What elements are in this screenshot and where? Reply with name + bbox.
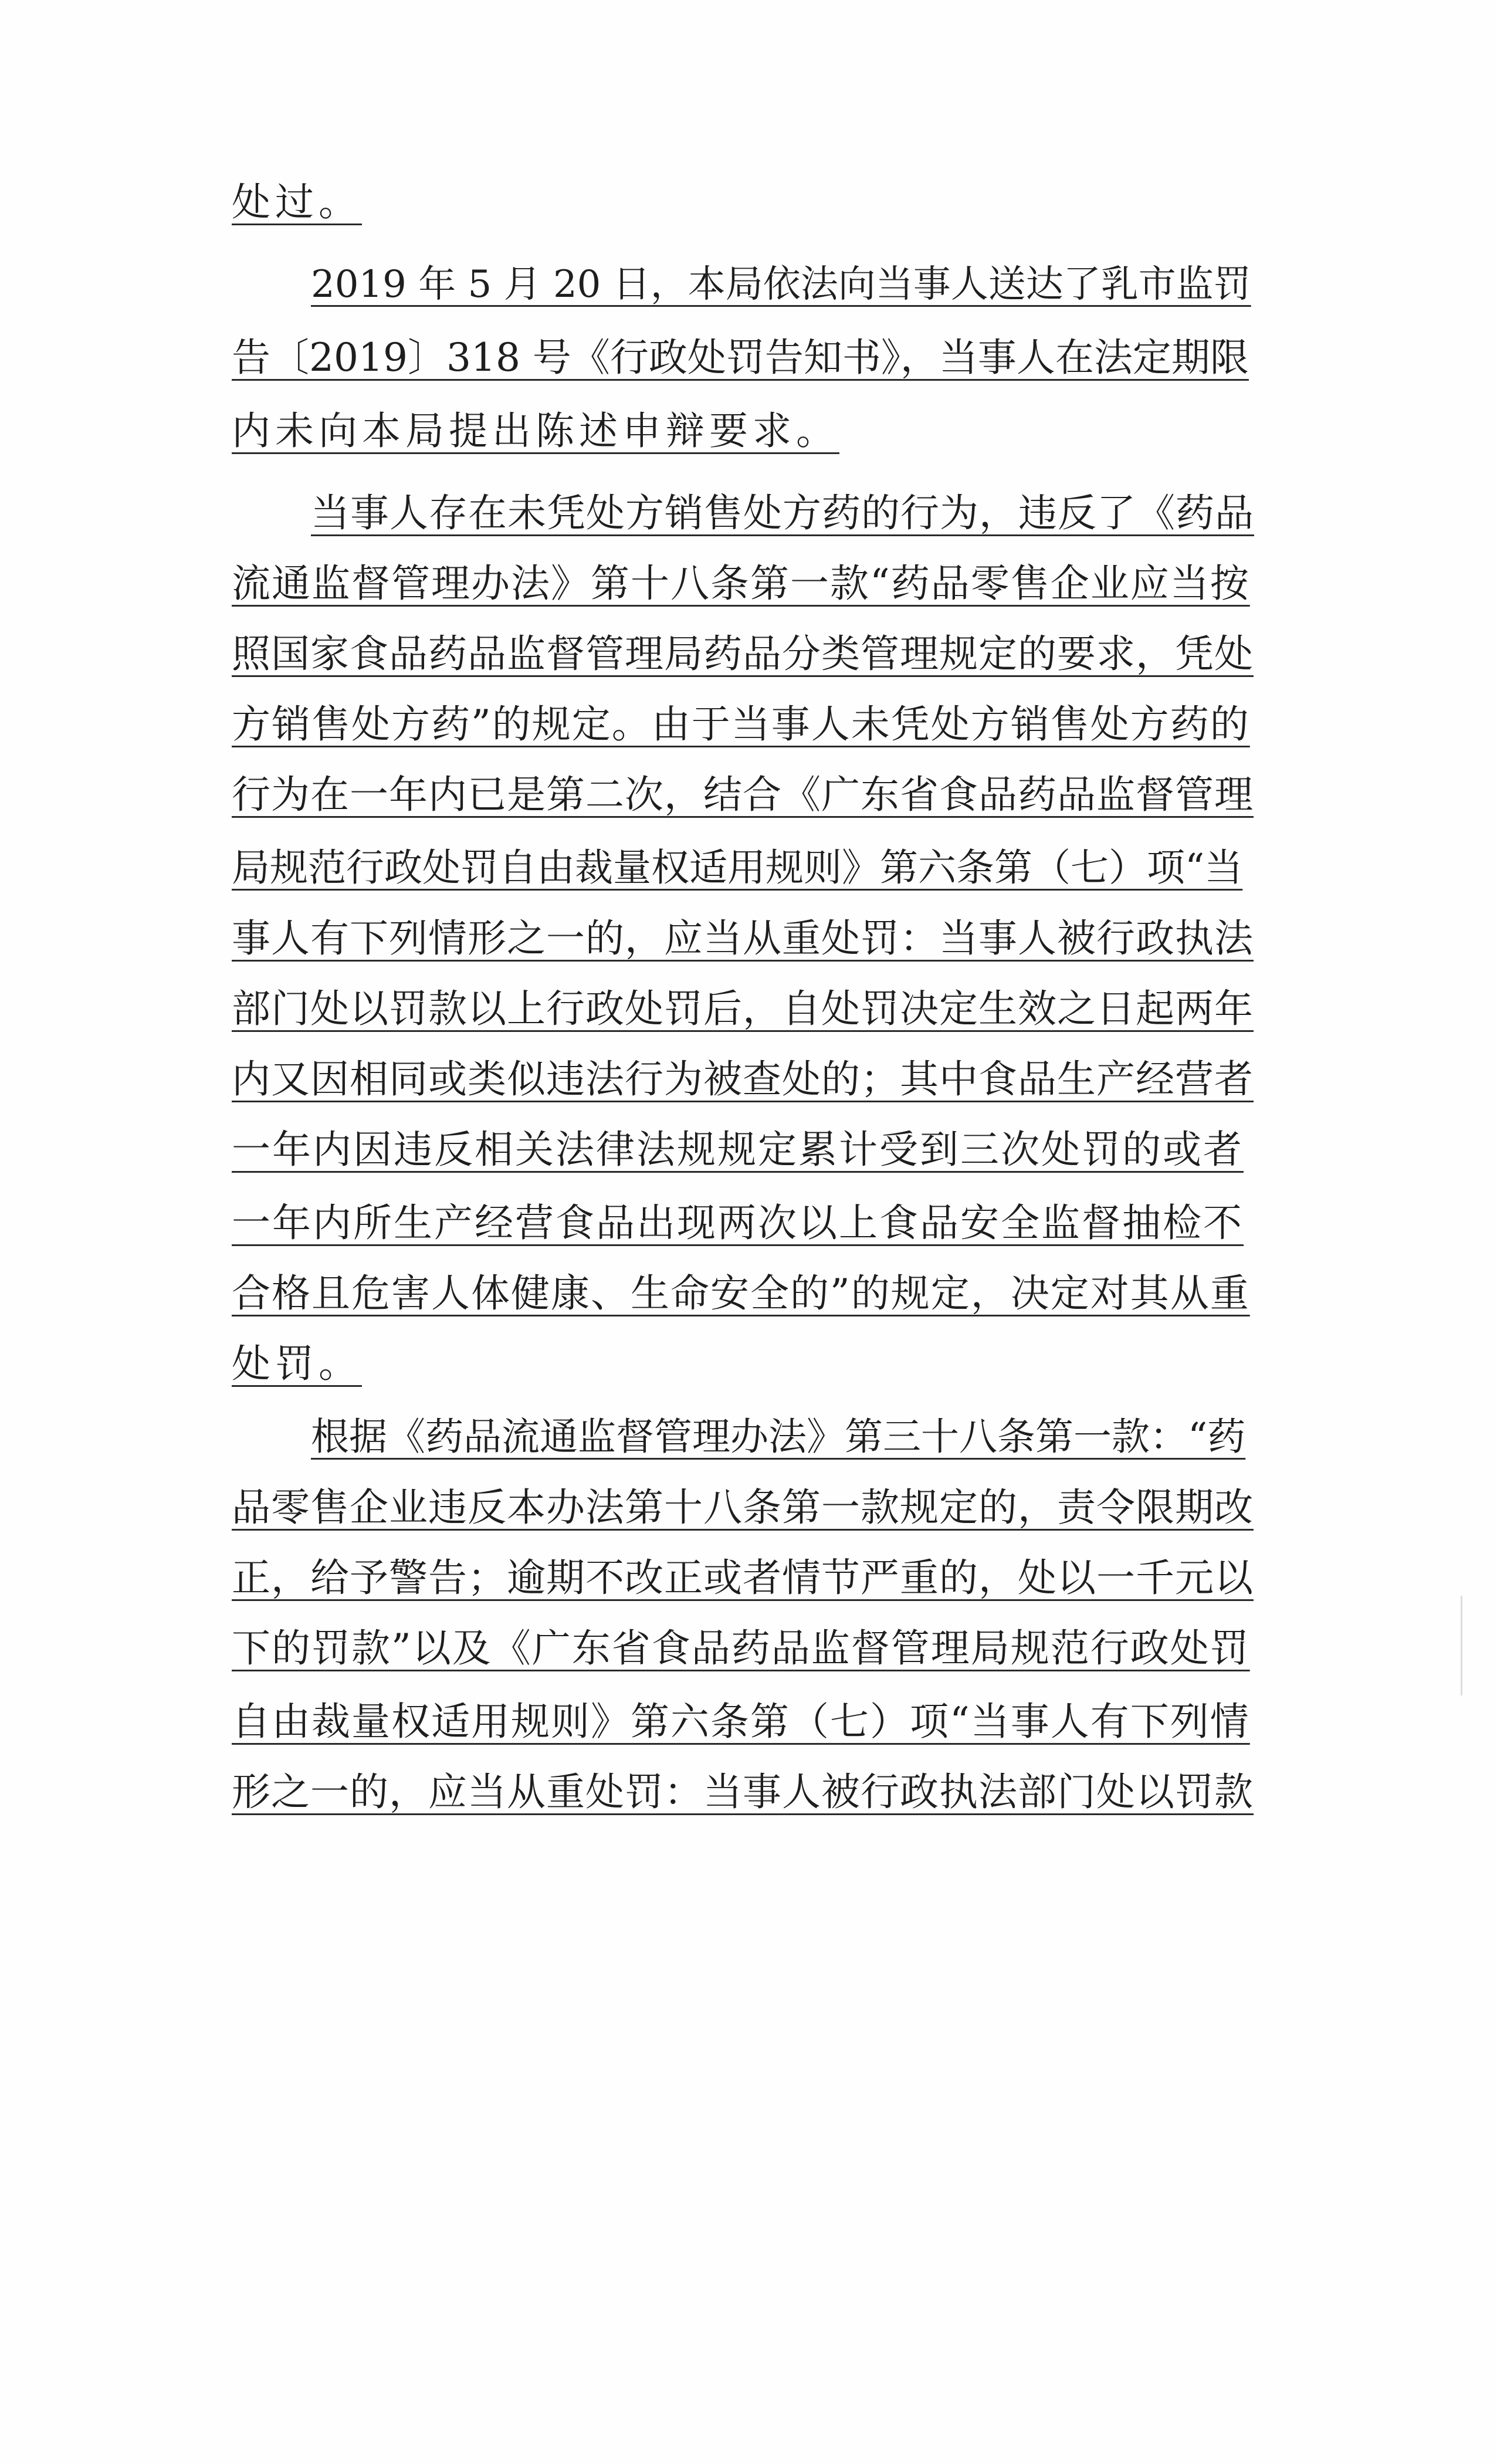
text-line-5: 当事人存在未凭处方销售处方药的行为，违反了《药品 (311, 490, 1254, 536)
text-line-21: 下的罚款”以及《广东省食品药品监督管理局规范行政处罚 (232, 1626, 1250, 1671)
text-line-14: 一年内因违反相关法律法规规定累计受到三次处罚的或者 (232, 1127, 1244, 1172)
text-line-3: 告〔2019〕318 号《行政处罚告知书》，当事人在法定期限 (232, 335, 1249, 380)
text-line-11: 事人有下列情形之一的，应当从重处罚：当事人被行政执法 (232, 916, 1254, 961)
text-line-23: 形之一的，应当从重处罚：当事人被行政执法部门处以罚款 (232, 1769, 1254, 1815)
text-line-15: 一年内所生产经营食品出现两次以上食品安全监督抽检不 (232, 1200, 1244, 1245)
text-line-2: 2019 年 5 月 20 日，本局依法向当事人送达了乳市监罚 (311, 263, 1251, 306)
text-line-9: 行为在一年内已是第二次，结合《广东省食品药品监督管理 (232, 772, 1254, 817)
text-line-4: 内未向本局提出陈述申辩要求。 (232, 408, 839, 453)
scan-artifact-mark (1461, 1596, 1462, 1695)
text-line-8: 方销售处方药”的规定。由于当事人未凭处方销售处方药的 (232, 702, 1250, 747)
text-line-22: 自由裁量权适用规则》第六条第（七）项“当事人有下列情 (232, 1699, 1250, 1744)
text-line-12: 部门处以罚款以上行政处罚后，自处罚决定生效之日起两年 (232, 986, 1254, 1031)
text-line-17: 处罚。 (232, 1341, 362, 1386)
text-line-7: 照国家食品药品监督管理局药品分类管理规定的要求，凭处 (232, 631, 1254, 676)
text-line-1: 处过。 (232, 180, 362, 225)
text-line-16: 合格且危害人体健康、生命安全的”的规定，决定对其从重 (232, 1271, 1250, 1316)
text-line-13: 内又因相同或类似违法行为被查处的；其中食品生产经营者 (232, 1057, 1254, 1102)
text-line-19: 品零售企业违反本办法第十八条第一款规定的，责令限期改 (232, 1485, 1254, 1530)
text-line-6: 流通监督管理办法》第十八条第一款“药品零售企业应当按 (232, 561, 1250, 606)
text-line-10: 局规范行政处罚自由裁量权适用规则》第六条第（七）项“当 (232, 846, 1243, 890)
text-line-18: 根据《药品流通监督管理办法》第三十八条第一款：“药 (311, 1415, 1246, 1459)
text-line-20: 正，给予警告；逾期不改正或者情节严重的，处以一千元以 (232, 1555, 1254, 1600)
